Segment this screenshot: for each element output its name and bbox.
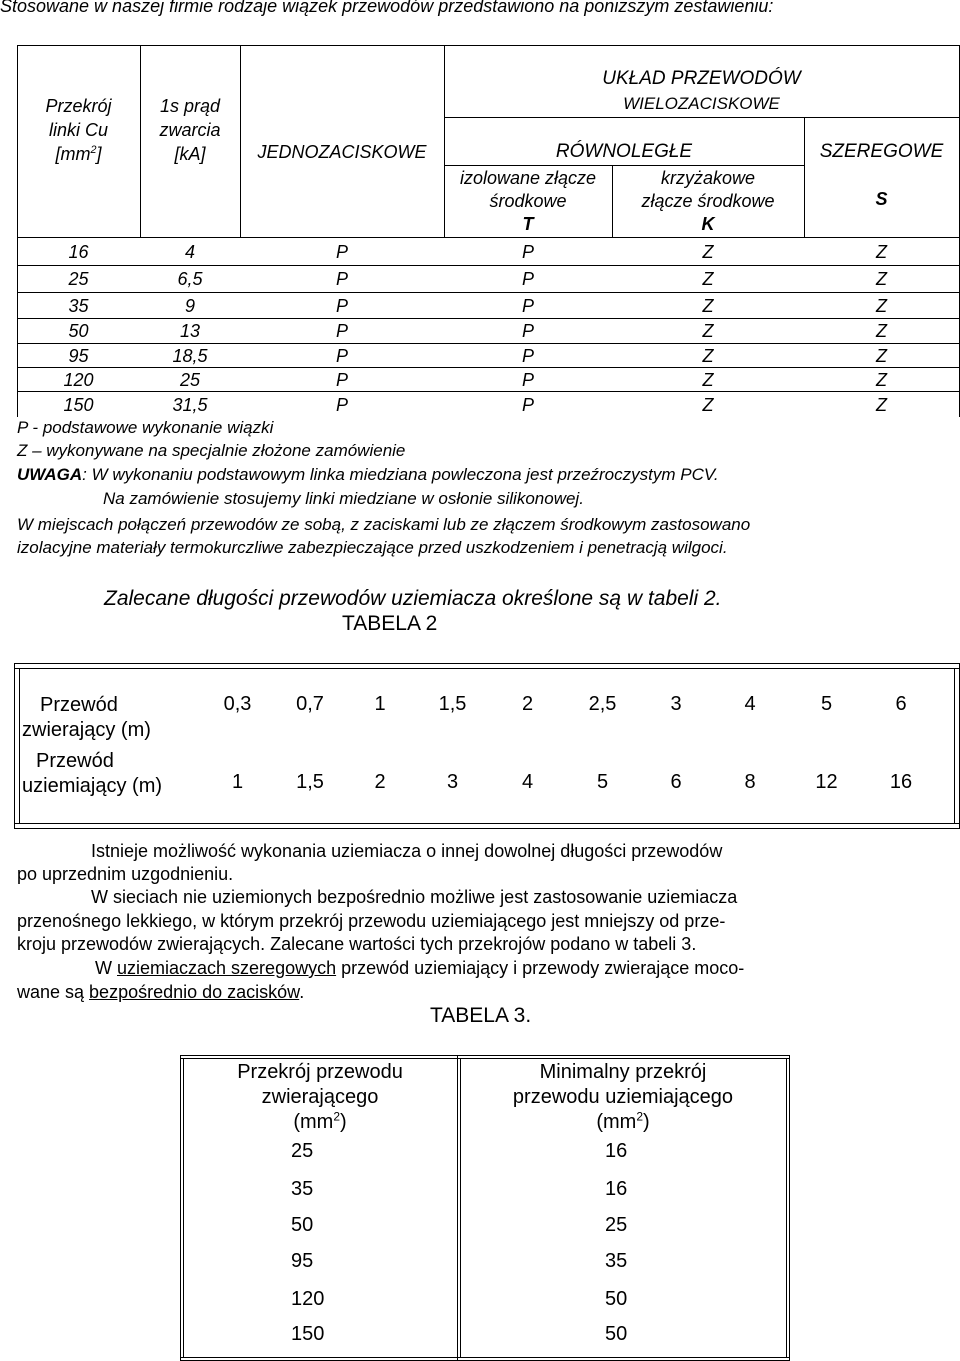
cell-szeregowe: Z xyxy=(876,395,887,415)
cell-uziemiajacy: 3 xyxy=(446,771,459,793)
cell-izolowane: P xyxy=(521,346,534,366)
cell-krzyzakowe: Z xyxy=(702,370,714,390)
cell-prad: 4 xyxy=(184,242,195,262)
cell-krzyzakowe: Z xyxy=(702,296,714,316)
cell-przekroj: 25 xyxy=(68,269,89,289)
cell-zwierajacy: 0,7 xyxy=(296,693,324,715)
cell-przekroj: 150 xyxy=(63,395,94,415)
header-szeregowe: SZEREGOWE xyxy=(819,141,944,162)
cell-jednozaciskowe: P xyxy=(335,346,348,366)
cell-przekroj-zwierajacego: 120 xyxy=(291,1288,325,1310)
cell-prad: 31,5 xyxy=(172,395,208,415)
cell-przekroj: 35 xyxy=(68,296,89,316)
paragraph-sieci-3: kroju przewodów zwierających. Zalecane wartości tych przekrojów podano w tabeli 3. xyxy=(17,934,697,954)
intro-text: Stosowane w naszej firmie rodzaje wiązek przewodów przedstawiono na poniższym zestawieniu: xyxy=(0,0,774,16)
cell-uziemiajacy: 4 xyxy=(521,771,534,793)
legend-z: Z – wykonywane na specjalnie złożone zamówienie xyxy=(17,441,406,460)
cell-szeregowe: Z xyxy=(876,346,887,366)
cell-min-przekroj: 16 xyxy=(605,1178,628,1200)
label-uziemiajacy: Przewód uziemiający (m) xyxy=(22,750,163,797)
cell-zwierajacy: 5 xyxy=(820,693,833,715)
cell-szeregowe: Z xyxy=(876,370,887,390)
cell-zwierajacy: 0,3 xyxy=(223,693,252,715)
cell-prad: 6,5 xyxy=(177,269,203,289)
cell-szeregowe: Z xyxy=(876,269,887,289)
header-minimalny-przekroj: Minimalny przekrój przewodu uziemiającego $(mm^2)$ xyxy=(512,1061,734,1133)
cell-min-przekroj: 50 xyxy=(605,1288,628,1310)
paragraph-szeregowe-1: W uziemiaczach szeregowych przewód uziemiający i przewody zwierające moco- xyxy=(95,958,745,978)
uwaga-note-2: Na zamówienie stosujemy linki miedziane w osłonie silikonowej. xyxy=(103,489,584,508)
header-przekroj: Przekrój linki Cu $[mm^2]$ xyxy=(45,96,112,164)
paragraph-polaczenia: W miejscach połączeń przewodów ze sobą, z zaciskami lub ze złączem środkowym zastosowano izolacyjne materiały termokurczliwe zabezpieczające przed uszkodzeniem i penetracją wilgoci. xyxy=(17,515,751,557)
cell-jednozaciskowe: P xyxy=(335,296,348,316)
cell-min-przekroj: 16 xyxy=(605,1140,628,1162)
tabela-3-title: TABELA 3. xyxy=(430,1004,532,1027)
cell-krzyzakowe: Z xyxy=(702,346,714,366)
paragraph-sieci-1: W sieciach nie uziemionych bezpośrednio możliwe jest zastosowanie uziemiacza xyxy=(91,887,738,907)
cell-jednozaciskowe: P xyxy=(335,269,348,289)
tabela-2-title: TABELA 2 xyxy=(342,612,438,635)
header-s: S xyxy=(875,189,888,209)
cell-jednozaciskowe: P xyxy=(335,395,348,415)
label-zwierajacy: Przewód zwierający (m) xyxy=(22,694,151,741)
cell-krzyzakowe: Z xyxy=(702,395,714,415)
cell-przekroj-zwierajacego: 25 xyxy=(291,1140,314,1162)
cell-prad: 25 xyxy=(179,370,201,390)
cell-prad: 18,5 xyxy=(172,346,208,366)
cell-jednozaciskowe: P xyxy=(335,242,348,262)
cell-uziemiajacy: 1,5 xyxy=(296,771,324,793)
header-wielozaciskowe: WIELOZACISKOWE xyxy=(623,94,780,113)
cell-zwierajacy: 2,5 xyxy=(588,693,617,715)
cell-szeregowe: Z xyxy=(876,321,887,341)
header-uklad: UKŁAD PRZEWODÓW xyxy=(602,68,801,89)
cell-prad: 9 xyxy=(184,296,195,316)
cell-izolowane: P xyxy=(521,395,534,415)
cell-przekroj-zwierajacego: 35 xyxy=(291,1178,314,1200)
cell-uziemiajacy: 1 xyxy=(231,771,244,793)
cell-zwierajacy: 6 xyxy=(895,693,907,715)
cell-zwierajacy: 3 xyxy=(670,693,682,715)
header-jednozaciskowe: JEDNOZACISKOWE xyxy=(257,142,427,162)
cell-min-przekroj: 35 xyxy=(605,1250,628,1272)
cell-szeregowe: Z xyxy=(876,242,887,262)
cell-przekroj: 16 xyxy=(68,242,89,262)
cell-zwierajacy: 4 xyxy=(744,693,756,715)
header-prad-zwarcia: 1s prąd zwarcia [kA] xyxy=(159,96,221,164)
cell-zwierajacy: 1,5 xyxy=(438,693,467,715)
cell-przekroj: 50 xyxy=(68,321,89,341)
cell-zwierajacy: 1 xyxy=(374,693,386,715)
cell-izolowane: P xyxy=(521,242,534,262)
paragraph-mozliwosc-2: po uprzednim uzgodnieniu. xyxy=(17,864,234,884)
cell-krzyzakowe: Z xyxy=(702,269,714,289)
cell-izolowane: P xyxy=(521,321,534,341)
cell-krzyzakowe: Z xyxy=(702,242,714,262)
cell-izolowane: P xyxy=(521,370,534,390)
legend-p: P - podstawowe wykonanie wiązki xyxy=(17,418,274,437)
header-przekroj-zwierajacego: Przekrój przewodu zwierającego $(mm^2)$ xyxy=(237,1061,403,1133)
cell-przekroj: 95 xyxy=(68,346,89,366)
uwaga-note: UWAGA: W wykonaniu podstawowym linka miedziana powleczona jest przeźroczystym PCV. xyxy=(17,465,719,484)
cell-zwierajacy: 2 xyxy=(521,693,534,715)
cell-przekroj: 120 xyxy=(63,370,94,390)
cell-krzyzakowe: Z xyxy=(702,321,714,341)
header-rownolegle: RÓWNOLEGŁE xyxy=(555,141,693,162)
cell-prad: 13 xyxy=(179,321,201,341)
cell-izolowane: P xyxy=(521,269,534,289)
cell-uziemiajacy: 5 xyxy=(596,771,609,793)
zalecane-text: Zalecane długości przewodów uziemiacza określone są w tabeli 2. xyxy=(104,587,722,610)
cell-szeregowe: Z xyxy=(876,296,887,316)
cell-izolowane: P xyxy=(521,296,534,316)
paragraph-szeregowe-2: wane są bezpośrednio do zacisków. xyxy=(17,982,305,1002)
cell-uziemiajacy: 8 xyxy=(744,771,756,793)
cell-min-przekroj: 25 xyxy=(605,1214,628,1236)
cell-uziemiajacy: 16 xyxy=(889,771,913,793)
cell-przekroj-zwierajacego: 95 xyxy=(291,1250,314,1272)
cell-przekroj-zwierajacego: 50 xyxy=(291,1214,314,1236)
cell-uziemiajacy: 2 xyxy=(374,771,386,793)
cell-jednozaciskowe: P xyxy=(335,370,348,390)
cell-przekroj-zwierajacego: 150 xyxy=(291,1323,325,1345)
paragraph-mozliwosc: Istnieje możliwość wykonania uziemiacza o innej dowolnej długości przewodów xyxy=(91,841,723,861)
cell-min-przekroj: 50 xyxy=(605,1323,628,1345)
cell-jednozaciskowe: P xyxy=(335,321,348,341)
cell-uziemiajacy: 6 xyxy=(670,771,682,793)
paragraph-sieci-2: przenośnego lekkiego, w którym przekrój przewodu uziemiającego jest mniejszy od prze- xyxy=(17,911,726,931)
header-izolowane: izolowane złącze środkowe T xyxy=(459,168,597,234)
cell-uziemiajacy: 12 xyxy=(815,771,838,793)
header-krzyzakowe: krzyżakowe złącze środkowe K xyxy=(641,168,775,234)
